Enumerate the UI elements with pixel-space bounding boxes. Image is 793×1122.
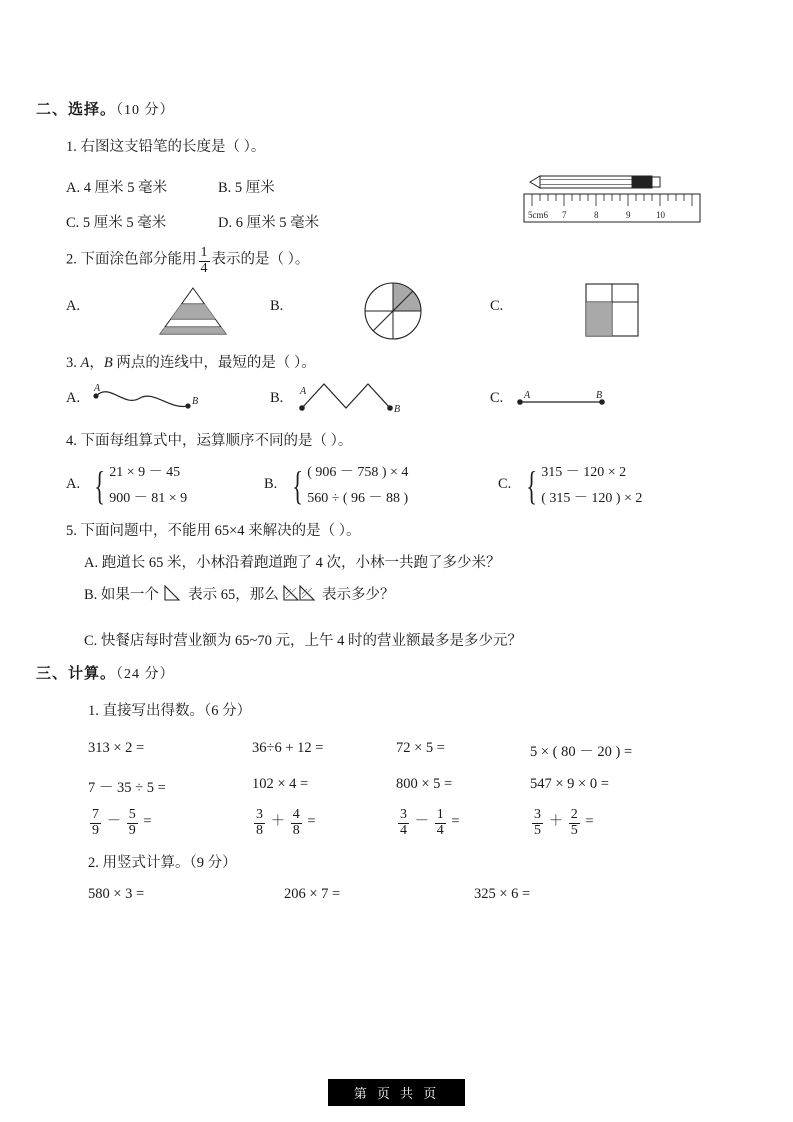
calc-1-item-12 bbox=[530, 808, 594, 838]
calc-2-item-3: 325 × 6 = bbox=[474, 886, 531, 902]
question-4-text: 4. 下面每组算式中，运算顺序不同的是（ ）。 bbox=[66, 433, 353, 449]
svg-text:B: B bbox=[192, 396, 199, 407]
section-three-points: （24 分） bbox=[116, 667, 175, 682]
curve-path-figure bbox=[88, 382, 208, 425]
question-4-b-line-2: 560 ÷ ( 96 － 88 ) bbox=[307, 491, 409, 506]
question-3-option-b-label: B. bbox=[270, 390, 284, 406]
question-5-option-c: C. 快餐店每时营业额为 65~70 元，上午 4 时的营业额最多是多少元？ bbox=[84, 633, 523, 649]
calc-1-item-2: 36÷6 + 12 = bbox=[252, 740, 324, 756]
operator: ＋ bbox=[270, 813, 286, 830]
calc-1-item-7: 800 × 5 = bbox=[396, 776, 453, 792]
fraction bbox=[435, 808, 446, 838]
question-4-option-b-label: B. bbox=[264, 476, 278, 492]
fraction-numerator: 1 bbox=[200, 245, 208, 260]
calc-1-item-6: 102 × 4 = bbox=[252, 776, 309, 792]
calc-1-item-9 bbox=[88, 808, 152, 838]
question-4-option-c-group bbox=[522, 460, 642, 512]
fraction-denominator: 8 bbox=[292, 822, 300, 838]
question-2-text-after: 表示的是（ ）。 bbox=[211, 251, 310, 268]
question-1-text: 1. 右图这支铅笔的长度是（ ）。 bbox=[66, 139, 266, 155]
calc-1-item-11 bbox=[396, 808, 460, 838]
question-1-options-row2 bbox=[66, 211, 388, 232]
svg-text:B: B bbox=[394, 404, 401, 415]
calc-1-title-text: 1. 直接写出得数。 bbox=[88, 703, 204, 719]
operator: － bbox=[414, 813, 430, 830]
fraction bbox=[569, 808, 580, 838]
question-1-option-c: C. 5 厘米 5 毫米 bbox=[66, 215, 167, 231]
ruler-label-4: 10 bbox=[656, 210, 665, 220]
calc-2-item-1: 580 × 3 = bbox=[88, 886, 145, 902]
section-two-heading bbox=[36, 98, 175, 119]
operator: ＋ bbox=[548, 813, 564, 830]
straight-path-figure bbox=[512, 384, 632, 421]
calc-2-title bbox=[88, 852, 237, 874]
section-two-points: （10 分） bbox=[116, 103, 175, 118]
fraction-denominator: 9 bbox=[128, 822, 136, 838]
question-1-option-b: B. 5 厘米 bbox=[218, 180, 275, 196]
question-3-options bbox=[66, 382, 716, 422]
calc-1-item-5: 7 － 35 ÷ 5 = bbox=[88, 780, 166, 796]
question-4-option-a-label: A. bbox=[66, 476, 81, 492]
question-3-text: 3. A，B 两点的连线中，最短的是（ ）。 bbox=[66, 355, 316, 371]
question-5-b-after: 表示多少？ bbox=[322, 587, 395, 603]
question-1-option-d: D. 6 厘米 5 毫米 bbox=[218, 215, 320, 231]
svg-text:A: A bbox=[94, 383, 101, 394]
fraction-denominator: 5 bbox=[570, 822, 578, 838]
calc-1-points: （6 分） bbox=[204, 703, 252, 719]
operator: － bbox=[106, 813, 122, 830]
zigzag-path-figure bbox=[294, 382, 414, 425]
question-4-a-line-2: 900 － 81 × 9 bbox=[109, 491, 188, 506]
question-4-c-line-2: ( 315 － 120 ) × 2 bbox=[541, 491, 643, 506]
fraction bbox=[398, 808, 409, 838]
fraction-denominator: 4 bbox=[200, 260, 208, 276]
fraction-numerator: 5 bbox=[128, 807, 136, 822]
ruler-label-2: 8 bbox=[594, 210, 599, 220]
question-4-option-a-group bbox=[90, 460, 187, 512]
equals: = bbox=[143, 813, 152, 830]
calc-2-points: （9 分） bbox=[189, 855, 237, 871]
fraction-denominator: 4 bbox=[400, 822, 407, 838]
fraction bbox=[532, 808, 543, 838]
section-three-title: 三、计算。 bbox=[36, 664, 117, 682]
ruler-label-0: 5cm6 bbox=[528, 210, 548, 220]
fraction-numerator: 3 bbox=[400, 807, 407, 822]
fraction-denominator: 5 bbox=[534, 822, 541, 838]
fraction bbox=[254, 808, 265, 838]
equals: = bbox=[307, 813, 316, 830]
equals: = bbox=[451, 813, 460, 830]
question-2-option-a-label: A. bbox=[66, 298, 81, 314]
question-2-fraction bbox=[199, 246, 210, 276]
page-footer bbox=[0, 1079, 793, 1106]
calc-2-title-text: 2. 用竖式计算。 bbox=[88, 855, 190, 871]
fraction-denominator: 4 bbox=[436, 822, 444, 838]
question-3-option-a-label: A. bbox=[66, 390, 81, 406]
question-2-option-c-label: C. bbox=[490, 298, 504, 314]
left-brace: { bbox=[526, 463, 537, 508]
ruler-label-3: 9 bbox=[626, 210, 631, 220]
circle-shading-figure bbox=[362, 280, 424, 347]
question-2-text-before: 2. 下面涂色部分能用 bbox=[66, 251, 197, 268]
question-5-b-mid: 表示 65，那么 bbox=[188, 587, 279, 603]
fraction-denominator: 8 bbox=[256, 822, 263, 838]
fraction bbox=[127, 808, 138, 838]
question-1-option-a: A. 4 厘米 5 毫米 bbox=[66, 180, 168, 196]
svg-text:A: A bbox=[524, 390, 531, 401]
question-3-option-c-label: C. bbox=[490, 390, 504, 406]
left-brace: { bbox=[94, 463, 105, 508]
calc-1-item-4: 5 × ( 80 － 20 ) = bbox=[530, 744, 633, 760]
question-4-c-line-1: 315 － 120 × 2 bbox=[541, 465, 627, 480]
ruler-label-1: 7 bbox=[562, 210, 567, 220]
fraction-numerator: 2 bbox=[570, 807, 578, 822]
square-shading-figure bbox=[584, 282, 644, 343]
question-1-options-row1 bbox=[66, 176, 388, 197]
svg-text:A: A bbox=[300, 386, 307, 397]
page-number-bar: 第 页 共 页 bbox=[328, 1079, 465, 1106]
triangle-shading-figure bbox=[158, 286, 228, 341]
fraction bbox=[291, 808, 302, 838]
fraction bbox=[90, 808, 101, 838]
section-three-heading bbox=[36, 662, 175, 683]
calc-1-title bbox=[88, 700, 251, 722]
question-4-options bbox=[66, 460, 746, 520]
question-2-text bbox=[66, 246, 309, 276]
svg-text:B: B bbox=[596, 390, 603, 401]
equals: = bbox=[585, 813, 594, 830]
question-4-a-line-1: 21 × 9 － 45 bbox=[109, 465, 181, 480]
fraction-numerator: 3 bbox=[256, 807, 263, 822]
fraction-denominator: 9 bbox=[92, 822, 99, 838]
single-flag-icon bbox=[163, 584, 185, 609]
question-4-option-c-label: C. bbox=[498, 476, 512, 492]
question-5-b-before: B. 如果一个 bbox=[84, 587, 159, 603]
calc-1-item-1: 313 × 2 = bbox=[88, 740, 145, 756]
calc-1-item-3: 72 × 5 = bbox=[396, 740, 445, 756]
question-5-text: 5. 下面问题中，不能用 65×4 来解决的是（ ）。 bbox=[66, 523, 361, 539]
double-flag-icon bbox=[282, 584, 318, 609]
calc-1-item-8: 547 × 9 × 0 = bbox=[530, 776, 609, 792]
calc-2-item-2: 206 × 7 = bbox=[284, 886, 341, 902]
left-brace: { bbox=[292, 463, 303, 508]
question-4-b-line-1: ( 906 － 758 ) × 4 bbox=[307, 465, 409, 480]
fraction-numerator: 1 bbox=[436, 807, 444, 822]
fraction-numerator: 3 bbox=[534, 807, 541, 822]
question-5-option-a: A. 跑道长 65 米，小林沿着跑道跑了 4 次，小林一共跑了多少米？ bbox=[84, 555, 501, 571]
section-two-title: 二、选择。 bbox=[36, 100, 117, 118]
fraction-numerator: 7 bbox=[92, 807, 99, 822]
pencil-ruler-figure bbox=[516, 168, 706, 228]
question-2-option-b-label: B. bbox=[270, 298, 284, 314]
fraction-numerator: 4 bbox=[292, 807, 300, 822]
question-5-option-b bbox=[84, 584, 395, 609]
calc-1-item-10 bbox=[252, 808, 316, 838]
question-4-option-b-group bbox=[288, 460, 408, 512]
